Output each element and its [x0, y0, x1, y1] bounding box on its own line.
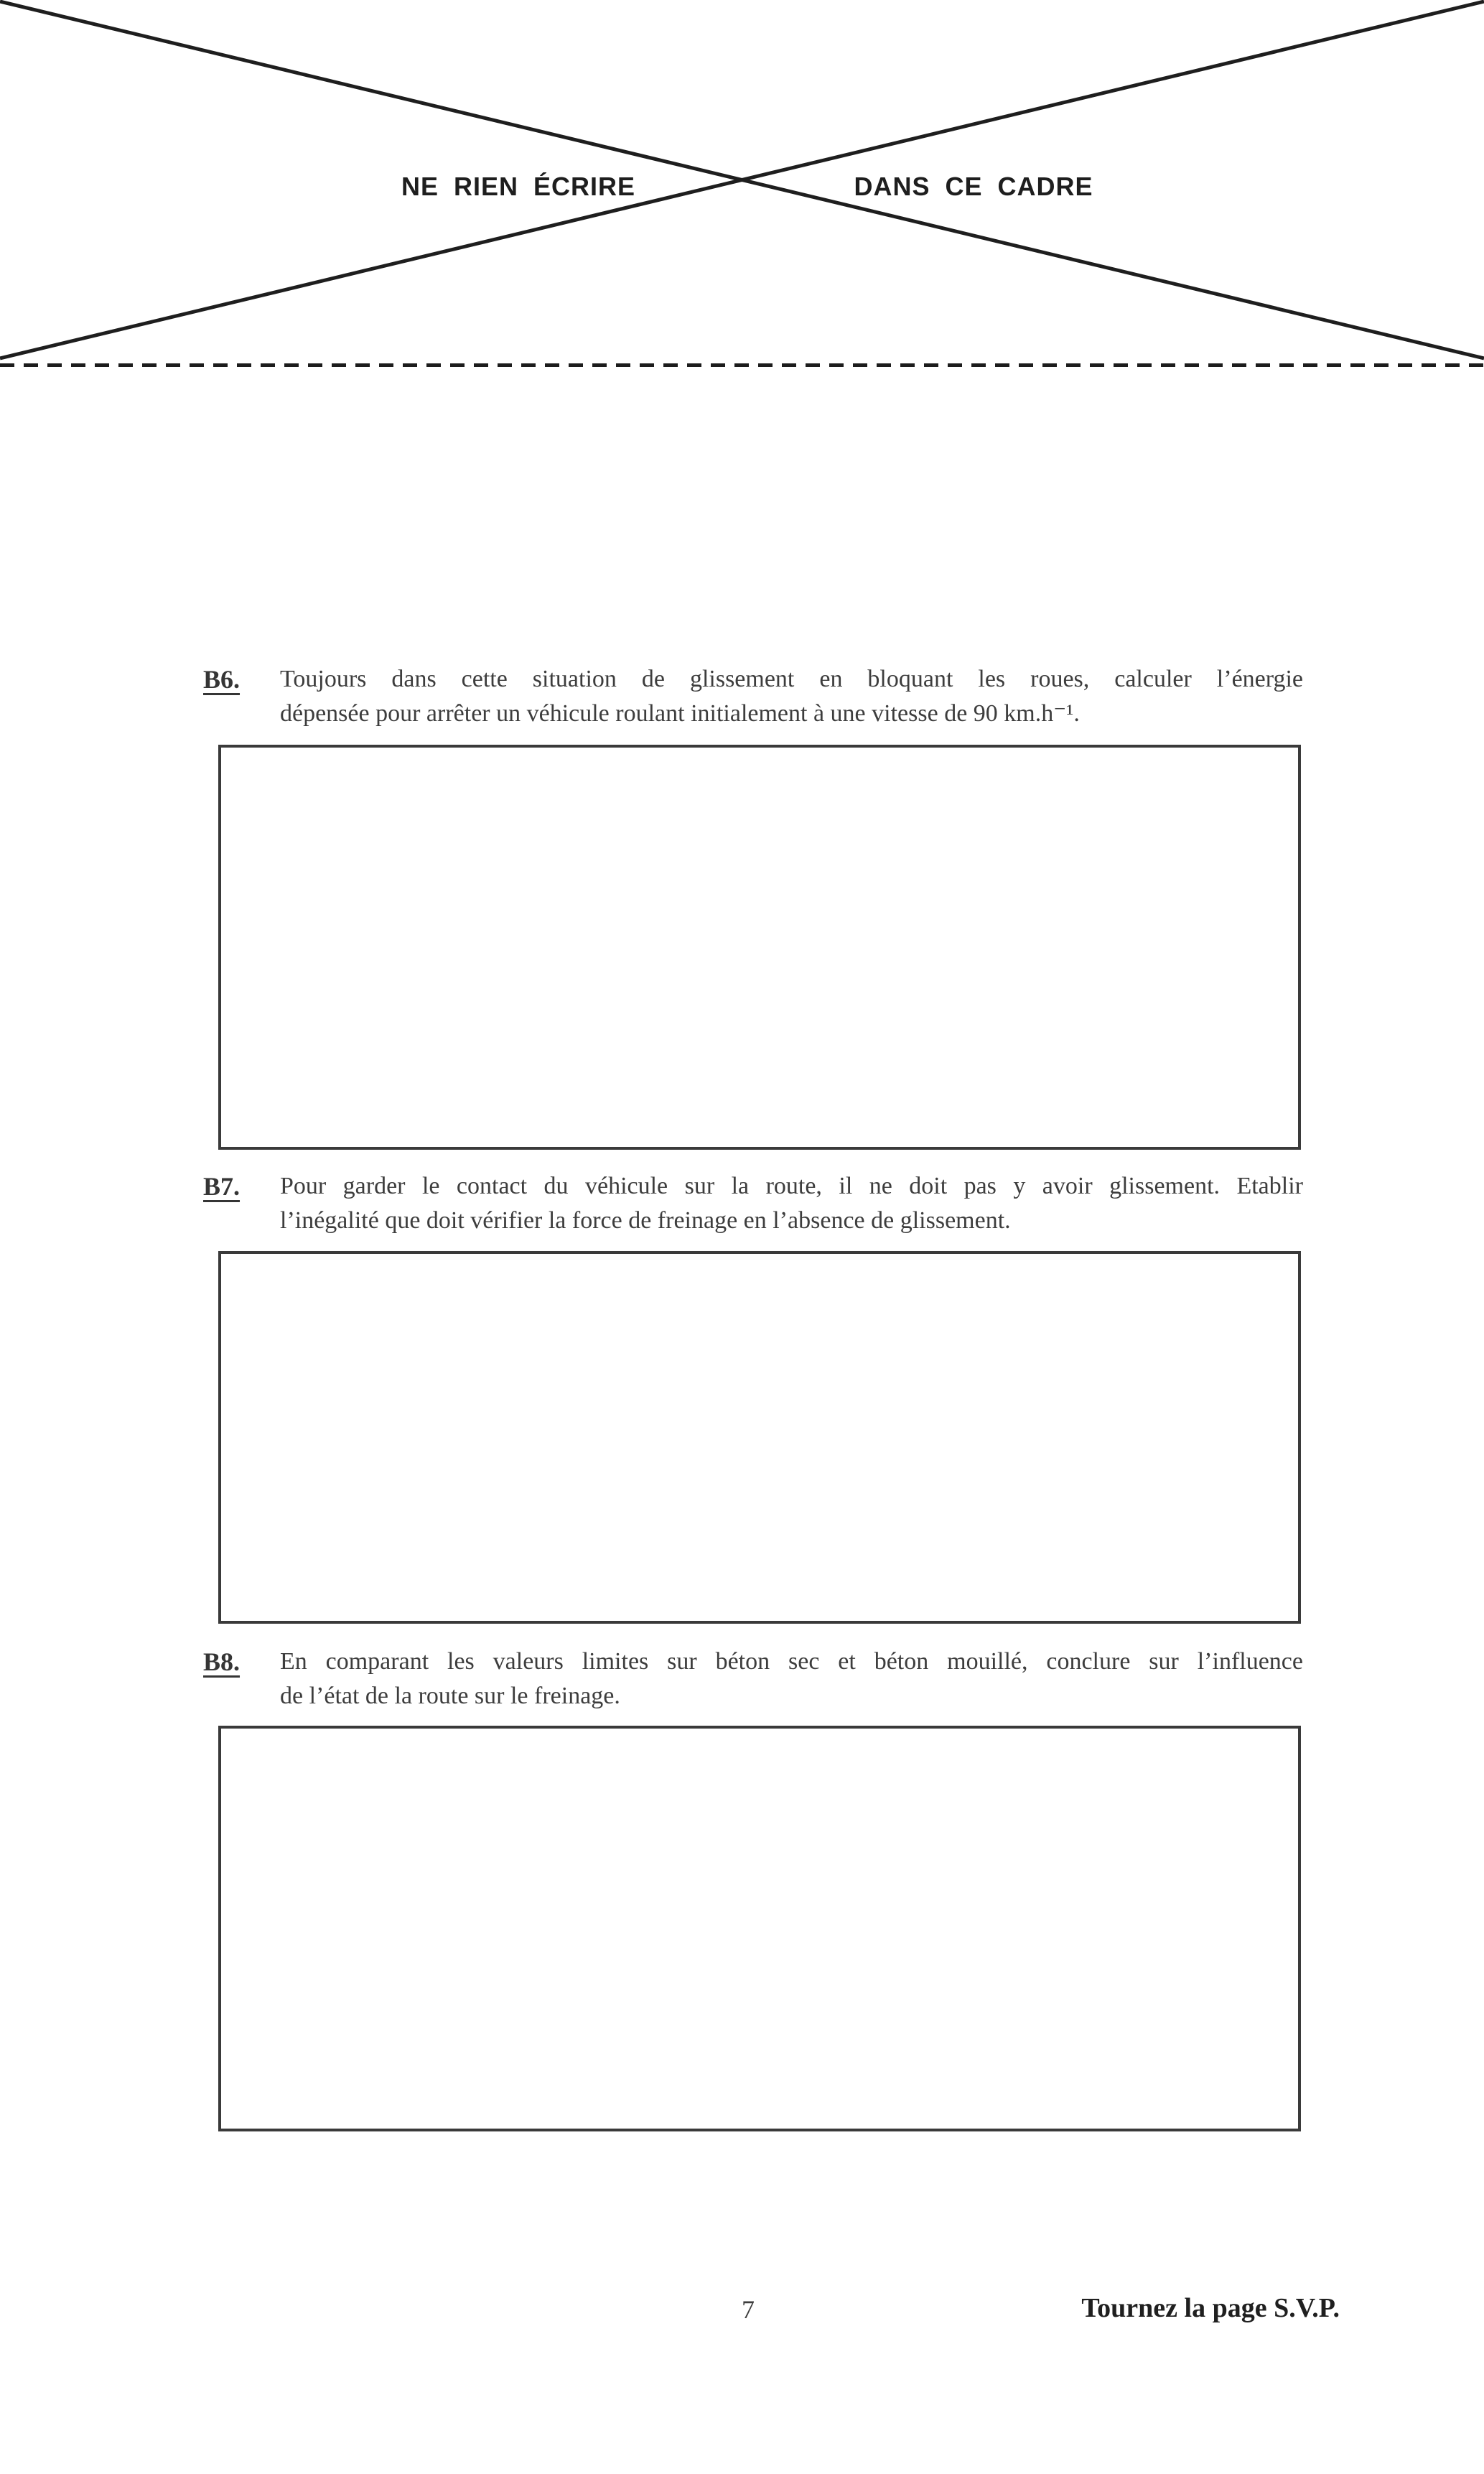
no-write-label-left: NE RIEN ÉCRIRE	[401, 172, 636, 201]
question-b8-label: B8.	[203, 1647, 241, 1676]
answer-box-b7	[218, 1251, 1301, 1624]
turn-page-notice: Tournez la page S.V.P.	[1081, 2293, 1340, 2323]
question-b8-line-2: de l’état de la route sur le freinage.	[280, 1683, 620, 1709]
no-write-label-right: DANS CE CADRE	[854, 172, 1093, 201]
question-b7-line-2: l’inégalité que doit vérifier la force de freinage en l’absence de glissement.	[280, 1207, 1011, 1234]
question-b6-text	[280, 662, 1303, 731]
page-number: 7	[742, 2295, 755, 2324]
answer-box-b6	[218, 745, 1301, 1150]
question-b7-label: B7.	[203, 1172, 241, 1201]
question-b7-text	[280, 1169, 1303, 1238]
perforation-dashed-line	[0, 363, 1484, 367]
question-b6-line-2: dépensée pour arrêter un véhicule roulant initialement à une vitesse de 90 km.h⁻¹.	[280, 700, 1080, 727]
question-b8-text	[280, 1645, 1303, 1713]
question-b6-label: B6.	[203, 665, 241, 694]
question-b8-line-1: En comparant les valeurs limites sur béton sec et béton mouillé, conclure sur l’influence	[280, 1648, 1303, 1675]
question-b6-line-1: Toujours dans cette situation de glissement en bloquant les roues, calculer l’énergie	[280, 666, 1303, 692]
answer-box-b8	[218, 1726, 1301, 2131]
do-not-write-cross	[0, 0, 1484, 368]
question-b7-line-1: Pour garder le contact du véhicule sur la route, il ne doit pas y avoir glissement. Etablir	[280, 1173, 1303, 1199]
